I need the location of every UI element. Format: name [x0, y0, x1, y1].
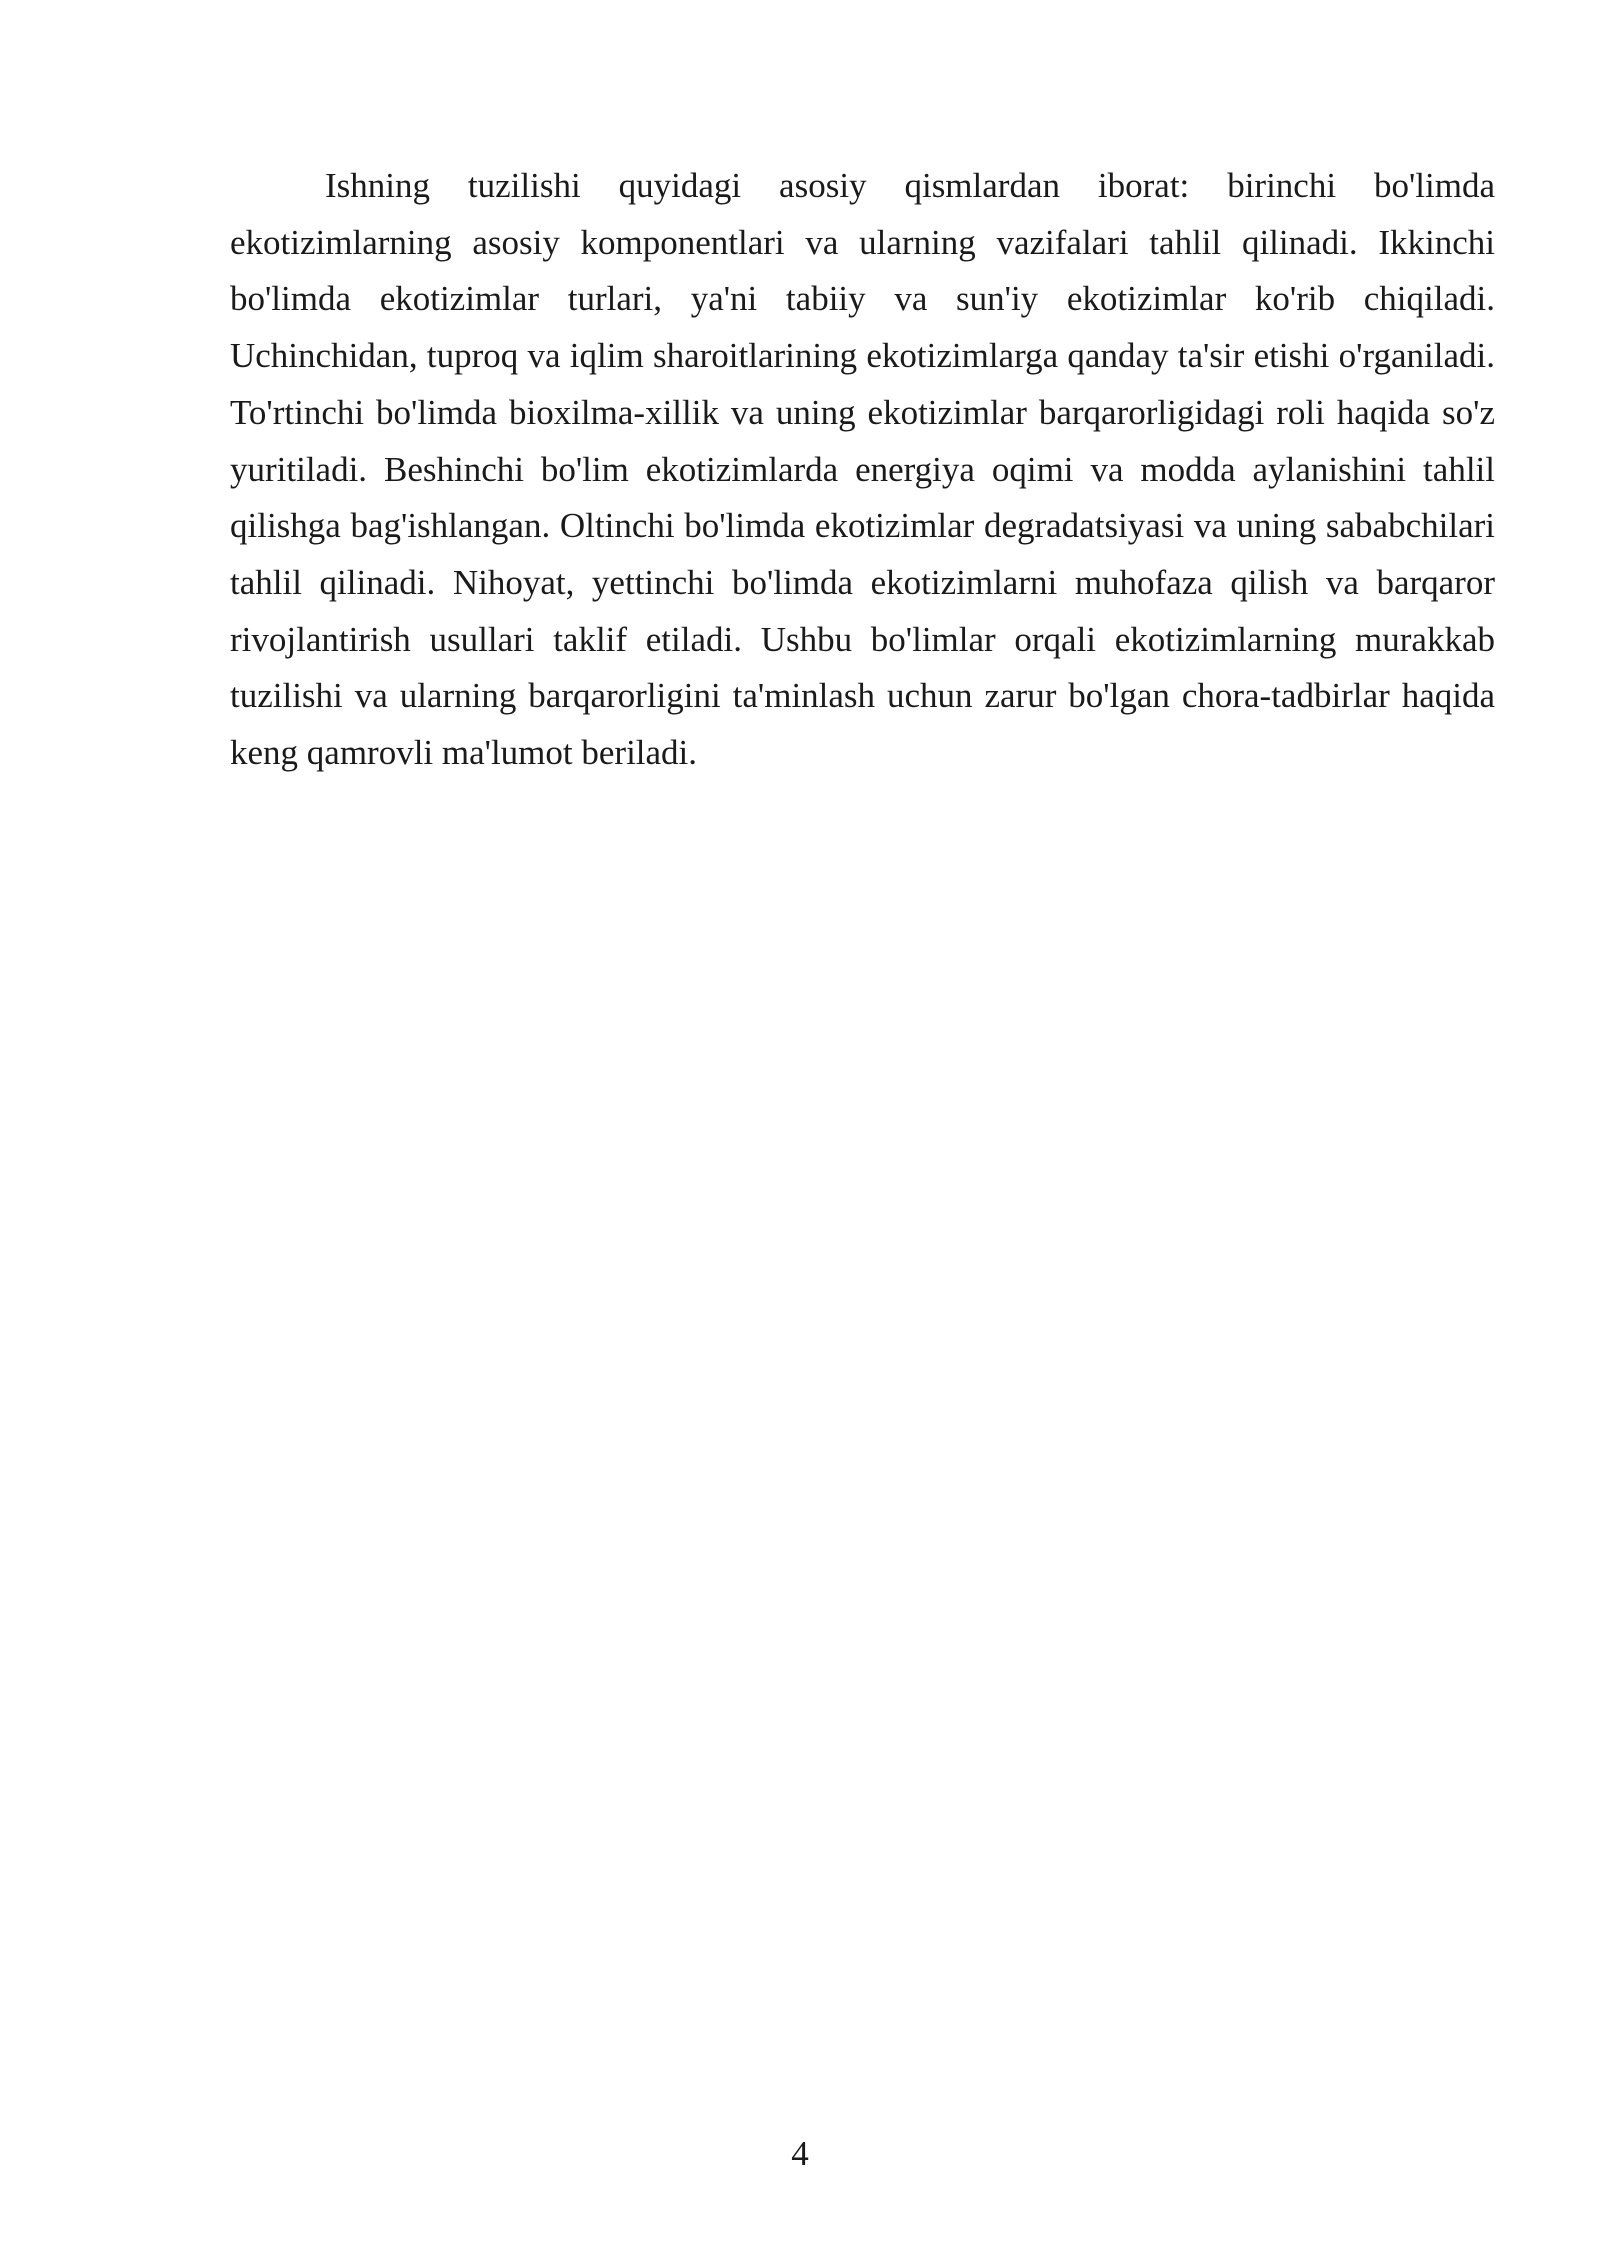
page-number: 4 — [791, 2134, 809, 2173]
body-paragraph: Ishning tuzilishi quyidagi asosiy qismlardan iborat: birinchi bo'limda ekotizimlarning asosiy komponentlari va ularning vazifalari tahlil qilinadi. Ikkinchi bo'limda ekotizimlar turlari, ya'ni tabiiy va sun'iy ekotizimlar ko'rib chiqiladi. Uchinchidan, tuproq va iqlim sharoitlarining ekotizimlarga qanday ta'sir etishi o'rganiladi. To'rtinchi bo'limda bioxilma-xillik va uning ekotizimlar barqarorligidagi roli haqida so'z yuritiladi. Beshinchi bo'lim ekotizimlarda energiya oqimi va modda aylanishini tahlil qilishga bag'ishlangan. Oltinchi bo'limda ekotizimlar degradatsiyasi va uning sababchilari tahlil qilinadi. Nihoyat, yettinchi bo'limda ekotizimlarni muhofaza qilish va barqaror rivojlantirish usullari taklif etiladi. Ushbu bo'limlar orqali ekotizimlarning murakkab tuzilishi va ularning barqarorligini ta'minlash uchun zarur bo'lgan chora-tadbirlar haqida keng qamrovli ma'lumot beriladi. — [230, 166, 1495, 773]
